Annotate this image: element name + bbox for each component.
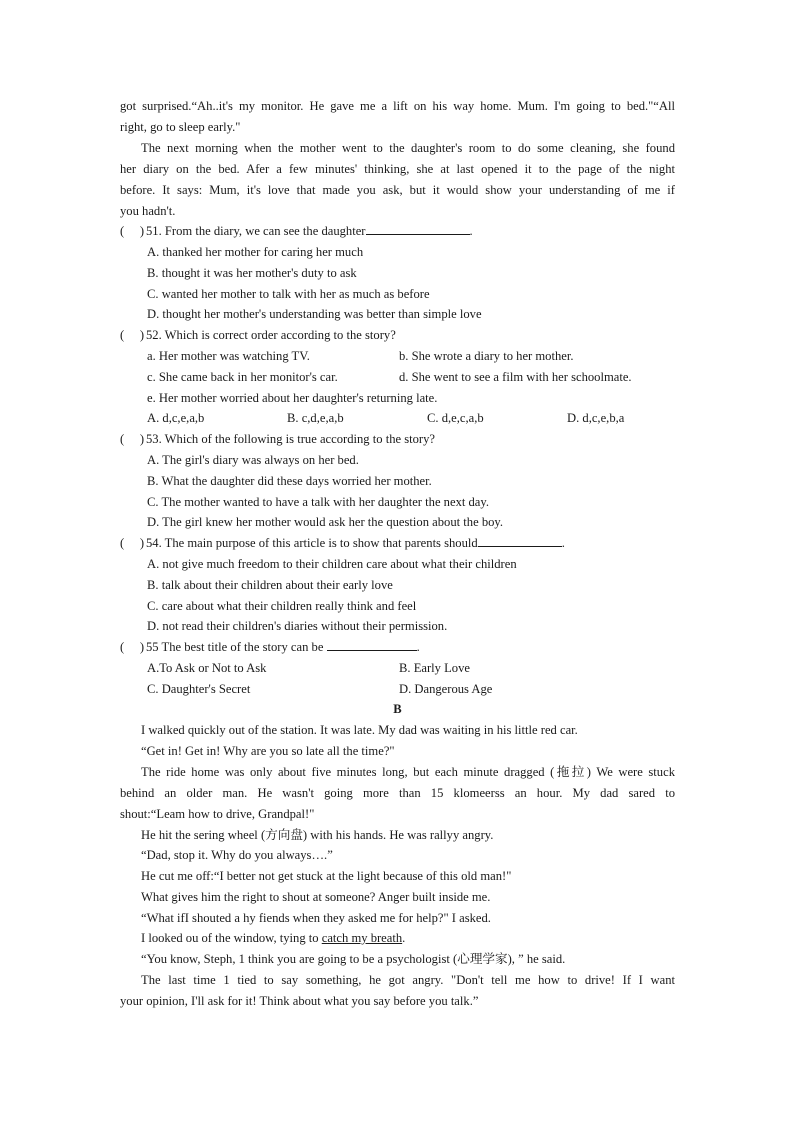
passage-text-line: “You know, Steph, 1 think you are going to be a psychologist (心理学家), ” he said. [141,952,566,966]
passage-text-line: your opinion, I'll ask for it! Think about what you say before you talk.” [120,994,479,1008]
option-c: C. d,e,c,a,b [427,411,484,425]
answer-bracket: ( ) [120,432,145,446]
text-segment: . [402,931,406,945]
option-a: A. not give much freedom to their children care about what their children [147,557,517,571]
answer-blank [366,221,470,235]
answer-bracket: ( ) [120,224,145,238]
question-stem: 51. From the diary, we can see the daughter [146,224,366,238]
option-d: D. The girl knew her mother would ask her the question about the boy. [147,515,504,529]
option-b: B. Early Love [399,661,470,675]
option-d: D. Dangerous Age [399,682,493,696]
event-c: c. She came back in her monitor's car. [147,370,338,384]
passage-text-line: The last time 1 tied to say something, he got angry. "Don't tell me how to drive! If I want [141,973,675,987]
passage-text-line: behind an older man. He wasn't going more than 15 klomeerss an hour. My dad sared to [120,786,675,800]
option-d: D. thought her mother's understanding was better than simple love [147,307,482,321]
option-a: A. d,c,e,a,b [147,411,205,425]
question-end: . [469,224,473,238]
passage-text-line: The next morning when the mother went to the daughter's room to do some cleaning, she found [141,141,675,155]
event-a: a. Her mother was watching TV. [147,349,310,363]
text-segment: I looked ou of the window, tying to [141,931,322,945]
option-a: A. The girl's diary was always on her bed. [147,453,359,467]
question-stem: 52. Which is correct order according to the story? [146,328,396,342]
question-53 [120,429,675,449]
option-d: D. not read their children's diaries without their permission. [147,619,448,633]
underlined-phrase: catch my breath [321,931,403,945]
answer-bracket: ( ) [120,328,145,342]
passage-text-line: got surprised.“Ah..it's my monitor. He gave me a lift on his way home. Mum. I'm going to bed."“All [120,99,675,113]
event-e: e. Her mother worried about her daughter's returning late. [147,391,438,405]
answer-bracket: ( ) [120,536,145,550]
options-row [147,679,675,699]
question-stem: 55 The best title of the story can be [146,640,324,654]
option-b: B. thought it was her mother's duty to ask [147,266,357,280]
passage-text-line: He hit the sering wheel (方向盘) with his hands. He was rallyy angry. [141,828,494,842]
passage-text-line: I walked quickly out of the station. It was late. My dad was waiting in his little red car. [141,723,578,737]
event-row [147,346,675,366]
section-heading: B [393,702,402,716]
passage-text-line [141,928,675,948]
option-c: C. Daughter's Secret [147,682,251,696]
options-row [147,658,675,678]
question-54 [120,533,675,553]
answer-bracket: ( ) [120,640,145,654]
option-c: C. care about what their children really think and feel [147,599,417,613]
question-end: . [561,536,565,550]
question-end: . [416,640,420,654]
question-55 [120,637,675,657]
question-stem: 53. Which of the following is true according to the story? [146,432,436,446]
option-d: D. d,c,e,b,a [567,411,625,425]
passage-text-line: The ride home was only about five minutes long, but each minute dragged (拖拉) We were stuck [141,765,675,779]
question-stem: 54. The main purpose of this article is to show that parents should [146,536,478,550]
question-52 [120,325,675,345]
option-a: A.To Ask or Not to Ask [147,661,267,675]
question-51 [120,221,675,241]
passage-text-line: you hadn't. [120,204,176,218]
option-c: C. The mother wanted to have a talk with her daughter the next day. [147,495,490,509]
passage-text-line: “Dad, stop it. Why do you always….” [141,848,333,862]
passage-text-line: before. It says: Mum, it's love that made you ask, but it would show your understanding of me if [120,183,675,197]
option-b: B. c,d,e,a,b [287,411,344,425]
passage-text-line: her diary on the bed. Afer a few minutes' thinking, she at last opened it to the page of the night [120,162,675,176]
answer-blank [478,533,562,547]
option-c: C. wanted her mother to talk with her as much as before [147,287,430,301]
passage-text-line: “Get in! Get in! Why are you so late all the time?" [141,744,395,758]
passage-text-line: shout:“Leam how to drive, Grandpal!" [120,807,315,821]
passage-text-line: “What ifI shouted a hy fiends when they asked me for help?" I asked. [141,911,491,925]
answer-blank [327,637,417,651]
event-row [147,367,675,387]
option-a: A. thanked her mother for caring her much [147,245,364,259]
passage-text-line: He cut me off:“I better not get stuck at the light because of this old man!" [141,869,512,883]
passage-text-line: right, go to sleep early." [120,120,241,134]
options-row [147,408,675,428]
event-d: d. She went to see a film with her schoolmate. [399,370,632,384]
option-b: B. What the daughter did these days worried her mother. [147,474,432,488]
event-b: b. She wrote a diary to her mother. [399,349,574,363]
option-b: B. talk about their children about their early love [147,578,393,592]
passage-text-line: What gives him the right to shout at someone? Anger built inside me. [141,890,491,904]
